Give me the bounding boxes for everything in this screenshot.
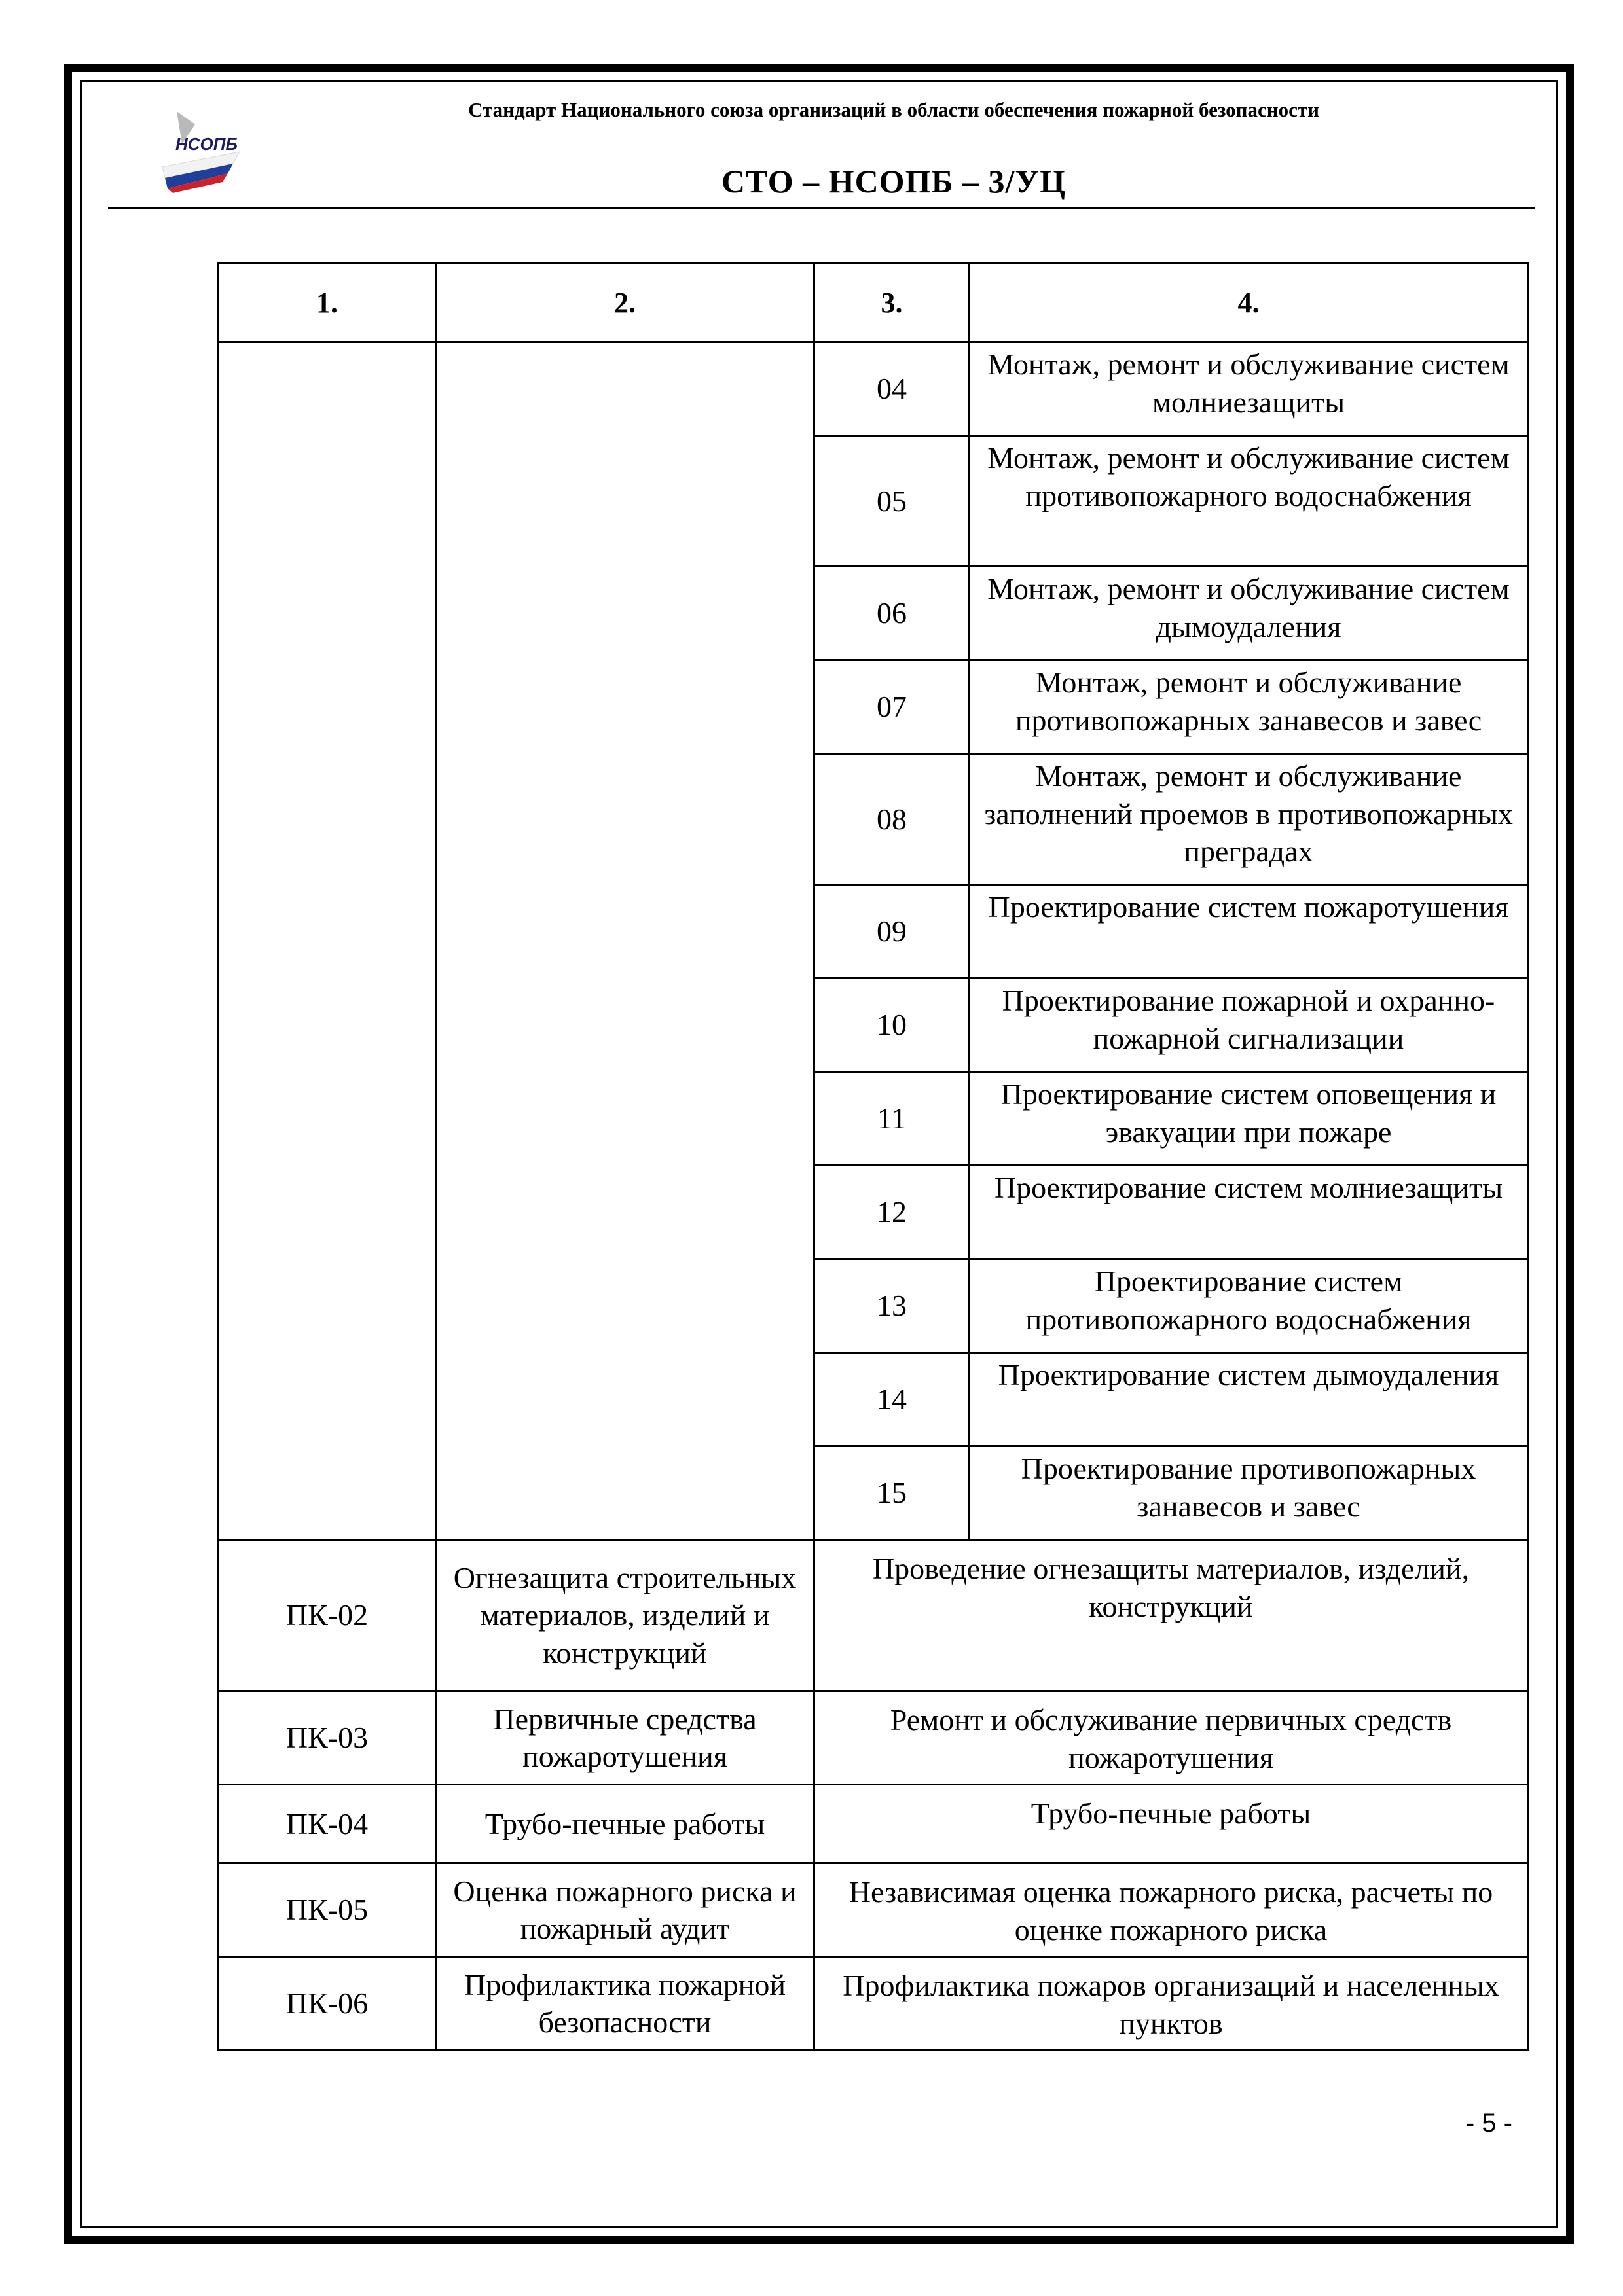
column-header-2: 2. (436, 263, 814, 342)
pk-description: Трубо-печные работы (814, 1785, 1528, 1863)
sub-description: Проектирование систем молниезащиты (970, 1166, 1528, 1259)
sub-description: Монтаж, ремонт и обслуживание заполнений проемов в противопожарных преградах (970, 754, 1528, 885)
table-row-pk-05 (219, 1863, 1528, 1957)
pk-name: Огнезащита строительных материалов, изделий и конструкций (436, 1540, 814, 1691)
table-row-pk-03 (219, 1691, 1528, 1785)
pk-name: Профилактика пожарной безопасности (436, 1957, 814, 2051)
merged-empty-cell-1 (219, 342, 436, 1540)
sub-code: 14 (814, 1353, 970, 1446)
sub-code: 07 (814, 660, 970, 754)
table-row-pk-04 (219, 1785, 1528, 1863)
pk-name: Первичные средства пожаротушения (436, 1691, 814, 1785)
sub-description: Монтаж, ремонт и обслуживание систем дымоудаления (970, 567, 1528, 660)
sub-description: Монтаж, ремонт и обслуживание противопожарных занавесов и завес (970, 660, 1528, 754)
table-row (219, 342, 1528, 436)
pk-name: Оценка пожарного риска и пожарный аудит (436, 1863, 814, 1957)
document-code: СТО – НСОПБ – 3/УЦ (721, 163, 1066, 200)
sub-description: Монтаж, ремонт и обслуживание систем молниезащиты (970, 342, 1528, 436)
sub-code: 06 (814, 567, 970, 660)
pk-code: ПК-02 (219, 1540, 436, 1691)
sub-description: Проектирование систем пожаротушения (970, 885, 1528, 978)
qualification-table (217, 262, 1529, 2051)
pk-name: Трубо-печные работы (436, 1785, 814, 1863)
sub-code: 11 (814, 1072, 970, 1166)
sub-code: 05 (814, 436, 970, 567)
column-header-1: 1. (219, 263, 436, 342)
sub-description: Проектирование систем противопожарного водоснабжения (970, 1259, 1528, 1353)
pk-code: ПК-04 (219, 1785, 436, 1863)
sub-description: Проектирование пожарной и охранно-пожарной сигнализации (970, 978, 1528, 1072)
sub-description: Монтаж, ремонт и обслуживание систем противопожарного водоснабжения (970, 436, 1528, 567)
table-header-row (219, 263, 1528, 342)
merged-empty-cell-2 (436, 342, 814, 1540)
table-row-pk-06 (219, 1957, 1528, 2051)
sub-code: 12 (814, 1166, 970, 1259)
header-divider (108, 207, 1535, 209)
pk-description: Профилактика пожаров организаций и населенных пунктов (814, 1957, 1528, 2051)
header-subtitle: Стандарт Национального союза организаций в области обеспечения пожарной безопасности (468, 98, 1319, 121)
sub-code: 09 (814, 885, 970, 978)
pk-description: Ремонт и обслуживание первичных средств пожаротушения (814, 1691, 1528, 1785)
pk-code: ПК-06 (219, 1957, 436, 2051)
logo-text: НСОПБ (175, 134, 238, 154)
table-row-pk-02 (219, 1540, 1528, 1691)
sub-code: 15 (814, 1446, 970, 1540)
pk-code: ПК-03 (219, 1691, 436, 1785)
sub-description: Проектирование систем дымоудаления (970, 1353, 1528, 1446)
column-header-3: 3. (814, 263, 970, 342)
sub-code: 13 (814, 1259, 970, 1353)
sub-description: Проектирование противопожарных занавесов и завес (970, 1446, 1528, 1540)
sub-code: 04 (814, 342, 970, 436)
sub-code: 10 (814, 978, 970, 1072)
pk-description: Проведение огнезащиты материалов, изделий, конструкций (814, 1540, 1528, 1691)
sub-code: 08 (814, 754, 970, 885)
column-header-4: 4. (970, 263, 1528, 342)
pk-code: ПК-05 (219, 1863, 436, 1957)
page-number: - 5 - (1465, 2109, 1512, 2138)
sub-description: Проектирование систем оповещения и эвакуации при пожаре (970, 1072, 1528, 1166)
pk-description: Независимая оценка пожарного риска, расчеты по оценке пожарного риска (814, 1863, 1528, 1957)
